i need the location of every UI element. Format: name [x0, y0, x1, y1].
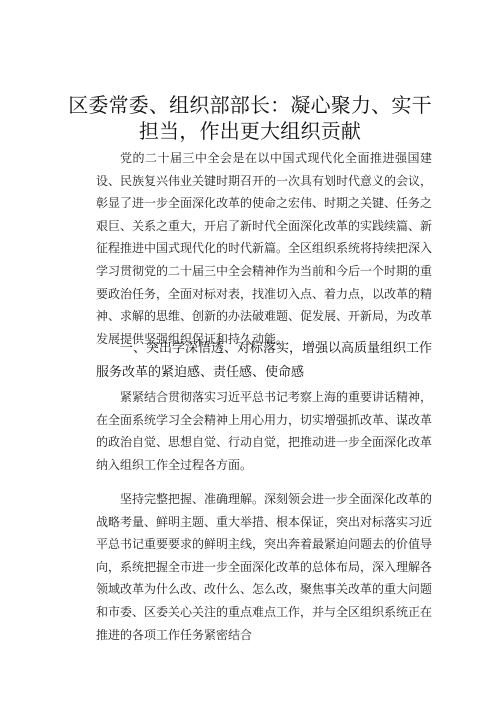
intro-paragraph: 党的二十届三中全会是在以中国式现代化全面推进强国建设、民族复兴伟业关键时期召开的一次具有划时代意义的会议，彰显了进一步全面深化改革的使命之宏伟、时期之关键、任务之艰巨、关系之重大，开启了新时代全面深化改革的实践续篇、新征程推进中国式现代化的时代新篇。全区组织系统将持续把深入学习贯彻党的二十届三中全会精神作为当前和今后一个时期的重要政治任务，全面对标对表，找准切入点、着力点，以改革的精神、求解的思维、创新的办法破难题、促发展、开新局，为改革发展提供坚强组织保证和持久动能。: [96, 151, 433, 346]
section-paragraph-1: 紧紧结合贯彻落实习近平总书记考察上海的重要讲话精神，在全面系统学习全会精神上用心用力，切实增强抓改革、谋改革的政治自觉、思想自觉、行动自觉，把推动进一步全面深化改革纳入组织工作全过程各方面。: [96, 390, 433, 472]
section-paragraph-2: 坚持完整把握、准确理解。深刻领会进一步全面深化改革的战略考量、鲜明主题、重大举措、根本保证，突出对标落实习近平总书记重要要求的鲜明主线，突出奔着最紧迫问题去的价值导向，系统把握全市进一步全面深化改革的总体布局，深入理解各领域改革为什么改、改什么、怎么改，聚焦事关改革的重大问题和市委、区委关心关注的重点难点工作，并与全区组织系统正在推进的各项工作任务紧密结合: [96, 492, 433, 642]
document-title: 区委常委、组织部部长：凝心聚力、实干担当，作出更大组织贡献: [68, 93, 432, 143]
section-heading: 一、突出学深悟透、对标落实，增强以高质量组织工作服务改革的紧迫感、责任感、使命感: [96, 341, 433, 380]
